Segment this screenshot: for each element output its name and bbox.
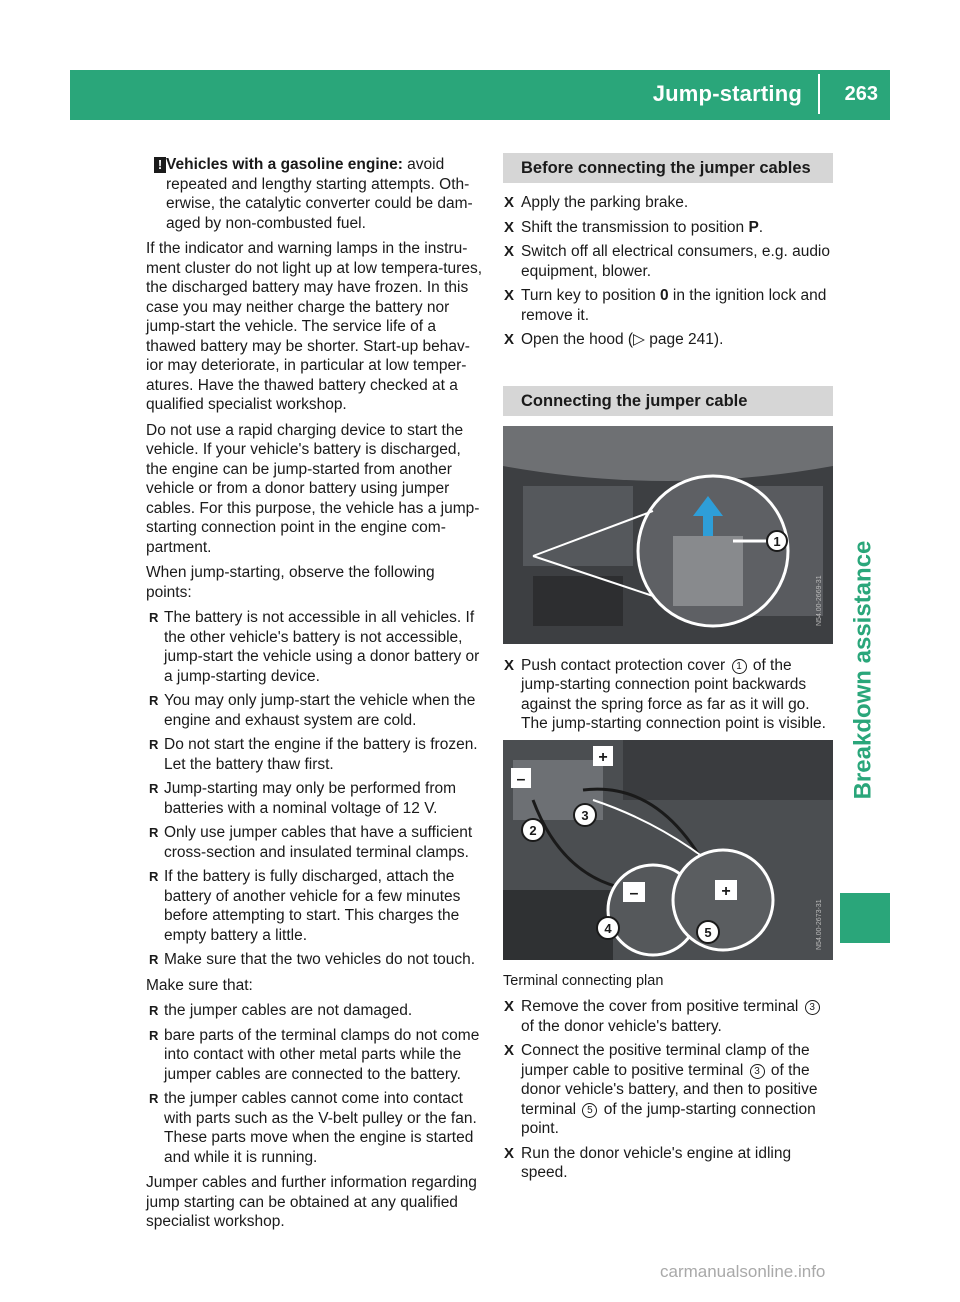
callout-5: 5 [704, 924, 712, 940]
bullet-list [146, 608, 484, 970]
list-item: R If the battery is fully discharged, attach the battery of another vehicle for a few minutes before attempting to start. This charges the empty battery a little. [146, 867, 484, 945]
page-number: 263 [844, 83, 878, 105]
warning-icon: ! [154, 157, 166, 173]
side-tab-marker [840, 893, 890, 943]
header-bar [70, 70, 890, 120]
warning-text: avoid repeated and lengthy starting attempts. Oth-erwise, the catalytic converter could be dam-aged by non-combusted fuel. [166, 156, 473, 232]
bullet-list [146, 1001, 484, 1167]
callout-3: 3 [581, 807, 589, 823]
minus-sign: – [629, 884, 639, 902]
list-item: R Do not start the engine if the battery is frozen. Let the battery thaw first. [146, 735, 484, 774]
step-item: X Open the hood (▷ page 241). [503, 330, 833, 350]
list-item: R the jumper cables cannot come into contact with parts such as the V-belt pulley or the fan. These parts move when the engine is started and while it is running. [146, 1089, 484, 1167]
engine-photo-1 [503, 426, 833, 644]
header-title: Jump-starting [653, 74, 820, 114]
plus-sign: + [598, 748, 608, 766]
step-item: X Switch off all electrical consumers, e.g. audio equipment, blower. [503, 242, 833, 281]
list-item: R Jump-starting may only be performed from batteries with a nominal voltage of 12 V. [146, 779, 484, 818]
list-item: R bare parts of the terminal clamps do not come into contact with other metal parts while the jumper cables are connected to the battery. [146, 1026, 484, 1085]
callout-ref: 3 [750, 1064, 765, 1079]
callout-ref: 1 [732, 659, 747, 674]
right-column [503, 155, 833, 1189]
paragraph: If the indicator and warning lamps in the instru-ment cluster do not light up at low tempera-tures, the discharged battery may have frozen. In this case you may neither charge the battery nor jump-start the vehicle. The service life of a thawed battery may be shorter. Start-up behav-ior may deteriorate, in particular at low temper-atures. Have the thawed battery checked at a qualified specialist workshop. [146, 240, 482, 413]
paragraph: Do not use a rapid charging device to start the vehicle. If your vehicle's battery is discharged, the engine can be jump-started from another vehicle or from a donor battery using jumper cables. For this purpose, the vehicle has a jump-starting connection point in the engine com-partment. [146, 421, 480, 556]
step-list [503, 193, 833, 350]
list-item: R The battery is not accessible in all vehicles. If the other vehicle's battery is not accessible, jump-start the vehicle using a donor battery or a jump-starting device. [146, 608, 484, 686]
side-tab-label: Breakdown assistance [849, 540, 877, 800]
step-list [503, 656, 833, 734]
step-item: X Shift the transmission to position P. [503, 218, 833, 238]
plus-sign: + [721, 882, 731, 900]
image-code: N54.00-2673-31 [816, 898, 823, 950]
list-item: R Only use jumper cables that have a sufficient cross-section and insulated terminal clamps. [146, 823, 484, 862]
step-item: X Connect the positive terminal clamp of the jumper cable to positive terminal 3 of the donor vehicle's battery, and then to positive terminal 5 of the jump-starting connection point. [503, 1041, 833, 1139]
list-item: R Make sure that the two vehicles do not touch. [146, 950, 484, 970]
image-code: N54.00-2669-31 [816, 574, 823, 626]
section-heading: Connecting the jumper cable [503, 386, 833, 416]
step-item: X Remove the cover from positive terminal 3 of the donor vehicle's battery. [503, 997, 833, 1036]
list-item: R You may only jump-start the vehicle when the engine and exhaust system are cold. [146, 691, 484, 730]
step-item: X Apply the parking brake. [503, 193, 833, 213]
step-item: X Run the donor vehicle's engine at idling speed. [503, 1144, 833, 1183]
watermark: carmanualsonline.info [660, 1262, 826, 1281]
step-item: X Turn key to position 0 in the ignition lock and remove it. [503, 286, 833, 325]
paragraph: When jump-starting, observe the following points: [146, 564, 435, 601]
minus-sign: – [516, 770, 526, 788]
warning-heading: Vehicles with a gasoline engine: [166, 156, 403, 173]
step-list [503, 997, 833, 1183]
page-ref-arrow-icon: ▷ [633, 331, 645, 348]
callout-ref: 3 [805, 1000, 820, 1015]
engine-photo-2 [503, 740, 833, 960]
paragraph: Make sure that: [146, 976, 253, 994]
callout-1: 1 [773, 533, 781, 549]
callout-2: 2 [529, 822, 537, 838]
left-column [146, 155, 484, 1238]
callout-4: 4 [604, 920, 612, 936]
warning-note [146, 155, 484, 233]
step-result: The jump-starting connection point is visible. [521, 715, 826, 732]
section-heading: Before connecting the jumper cables [503, 153, 833, 183]
callout-ref: 5 [582, 1103, 597, 1118]
paragraph: Jumper cables and further information regarding jump starting can be obtained at any qualified specialist workshop. [146, 1174, 477, 1230]
step-item: X Push contact protection cover 1 of the jump-starting connection point backwards against the spring force as far as it will go. The jump-starting connection point is visible. [503, 656, 833, 734]
side-tab [836, 500, 890, 840]
figure-caption: Terminal connecting plan [503, 972, 664, 989]
list-item: R the jumper cables are not damaged. [146, 1001, 484, 1021]
